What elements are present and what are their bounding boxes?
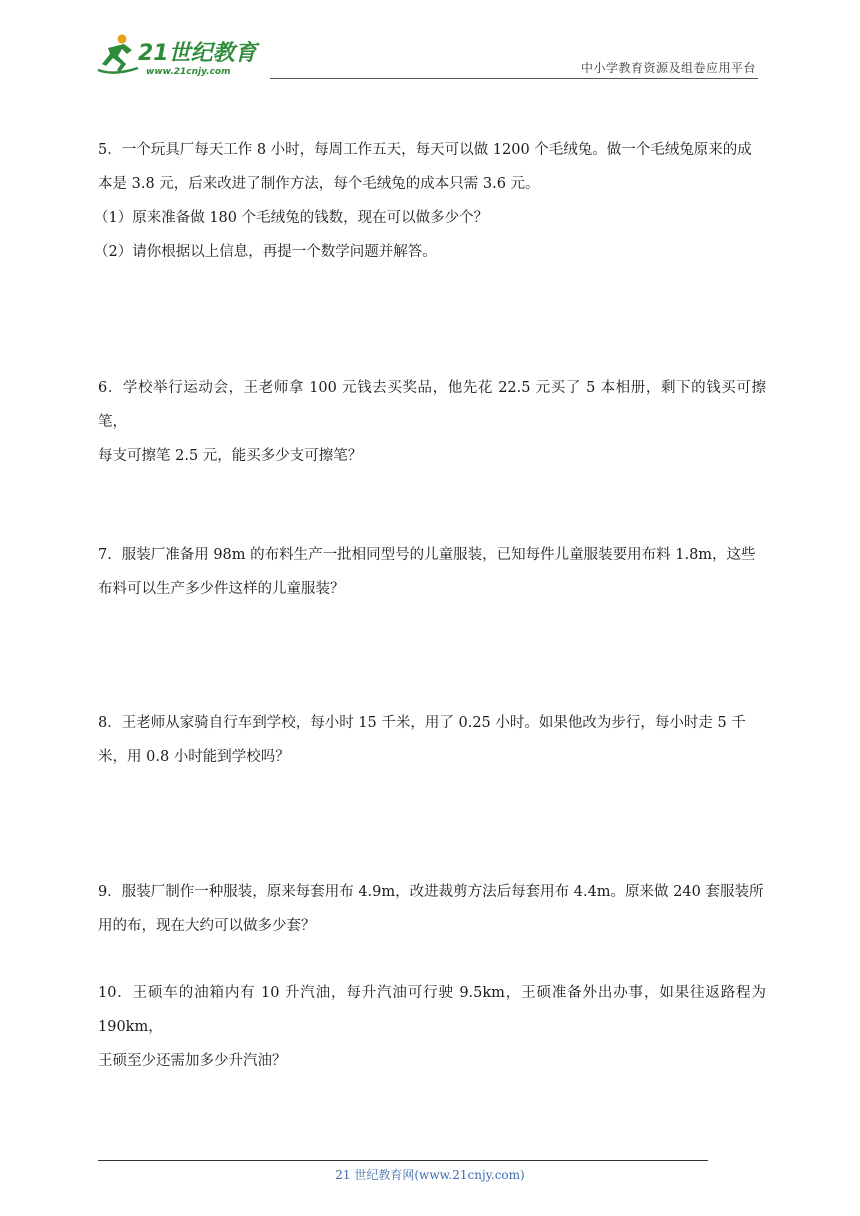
- page-footer: 21 世纪教育网(www.21cnjy.com): [335, 1168, 525, 1182]
- svg-text:21世纪教育: 21世纪教育: [138, 41, 257, 66]
- question-5-line-1: 5．一个玩具厂每天工作 8 小时，每周工作五天，每天可以做 1200 个毛绒兔。做一个毛绒兔原来的成: [98, 142, 752, 158]
- brand-logo: [94, 30, 264, 80]
- question-6-line-1: 6．学校举行运动会，王老师拿 100 元钱去买奖品，他先花 22.5 元买了 5 本相册，剩下的钱买可擦笔，: [98, 380, 766, 430]
- question-5-sub-2: （2）请你根据以上信息，再提一个数学问题并解答。: [94, 244, 437, 260]
- question-5: [94, 133, 766, 269]
- question-5-line-2: 本是 3.8 元，后来改进了制作方法，每个毛绒兔的成本只需 3.6 元。: [98, 176, 540, 192]
- question-6: [98, 371, 766, 473]
- question-8-line-2: 米，用 0.8 小时能到学校吗？: [98, 749, 290, 765]
- question-6-line-2: 每支可擦笔 2.5 元，能买多少支可擦笔？: [98, 448, 363, 464]
- platform-tagline: 中小学教育资源及组卷应用平台: [580, 61, 756, 75]
- question-9-line-2: 用的布，现在大约可以做多少套？: [98, 918, 316, 934]
- question-10: [98, 976, 766, 1078]
- question-10-line-1: 10．王硕车的油箱内有 10 升汽油，每升汽油可行驶 9.5km，王硕准备外出办事，如果往返路程为 190km，: [98, 985, 766, 1035]
- page-header: [0, 0, 860, 90]
- footer-divider: [98, 1160, 708, 1161]
- question-7-line-2: 布料可以生产多少件这样的儿童服装？: [98, 581, 345, 597]
- svg-text:www.21cnjy.com: www.21cnjy.com: [146, 67, 231, 77]
- question-8-line-1: 8．王老师从家骑自行车到学校，每小时 15 千米，用了 0.25 小时。如果他改为步行，每小时走 5 千: [98, 715, 746, 731]
- question-9-line-1: 9．服装厂制作一种服装，原来每套用布 4.9m，改进裁剪方法后每套用布 4.4m。原来做 240 套服装所: [98, 884, 764, 900]
- question-8: [98, 706, 766, 774]
- question-10-line-2: 王硕至少还需加多少升汽油？: [98, 1053, 287, 1069]
- question-7: [98, 538, 766, 606]
- header-divider: [270, 78, 758, 79]
- question-5-sub-1: （1）原来准备做 180 个毛绒兔的钱数，现在可以做多少个？: [94, 210, 489, 226]
- question-9: [98, 875, 766, 943]
- logo-icon: [94, 30, 264, 80]
- question-7-line-1: 7．服装厂准备用 98m 的布料生产一批相同型号的儿童服装，已知每件儿童服装要用布料 1.8m，这些: [98, 547, 756, 563]
